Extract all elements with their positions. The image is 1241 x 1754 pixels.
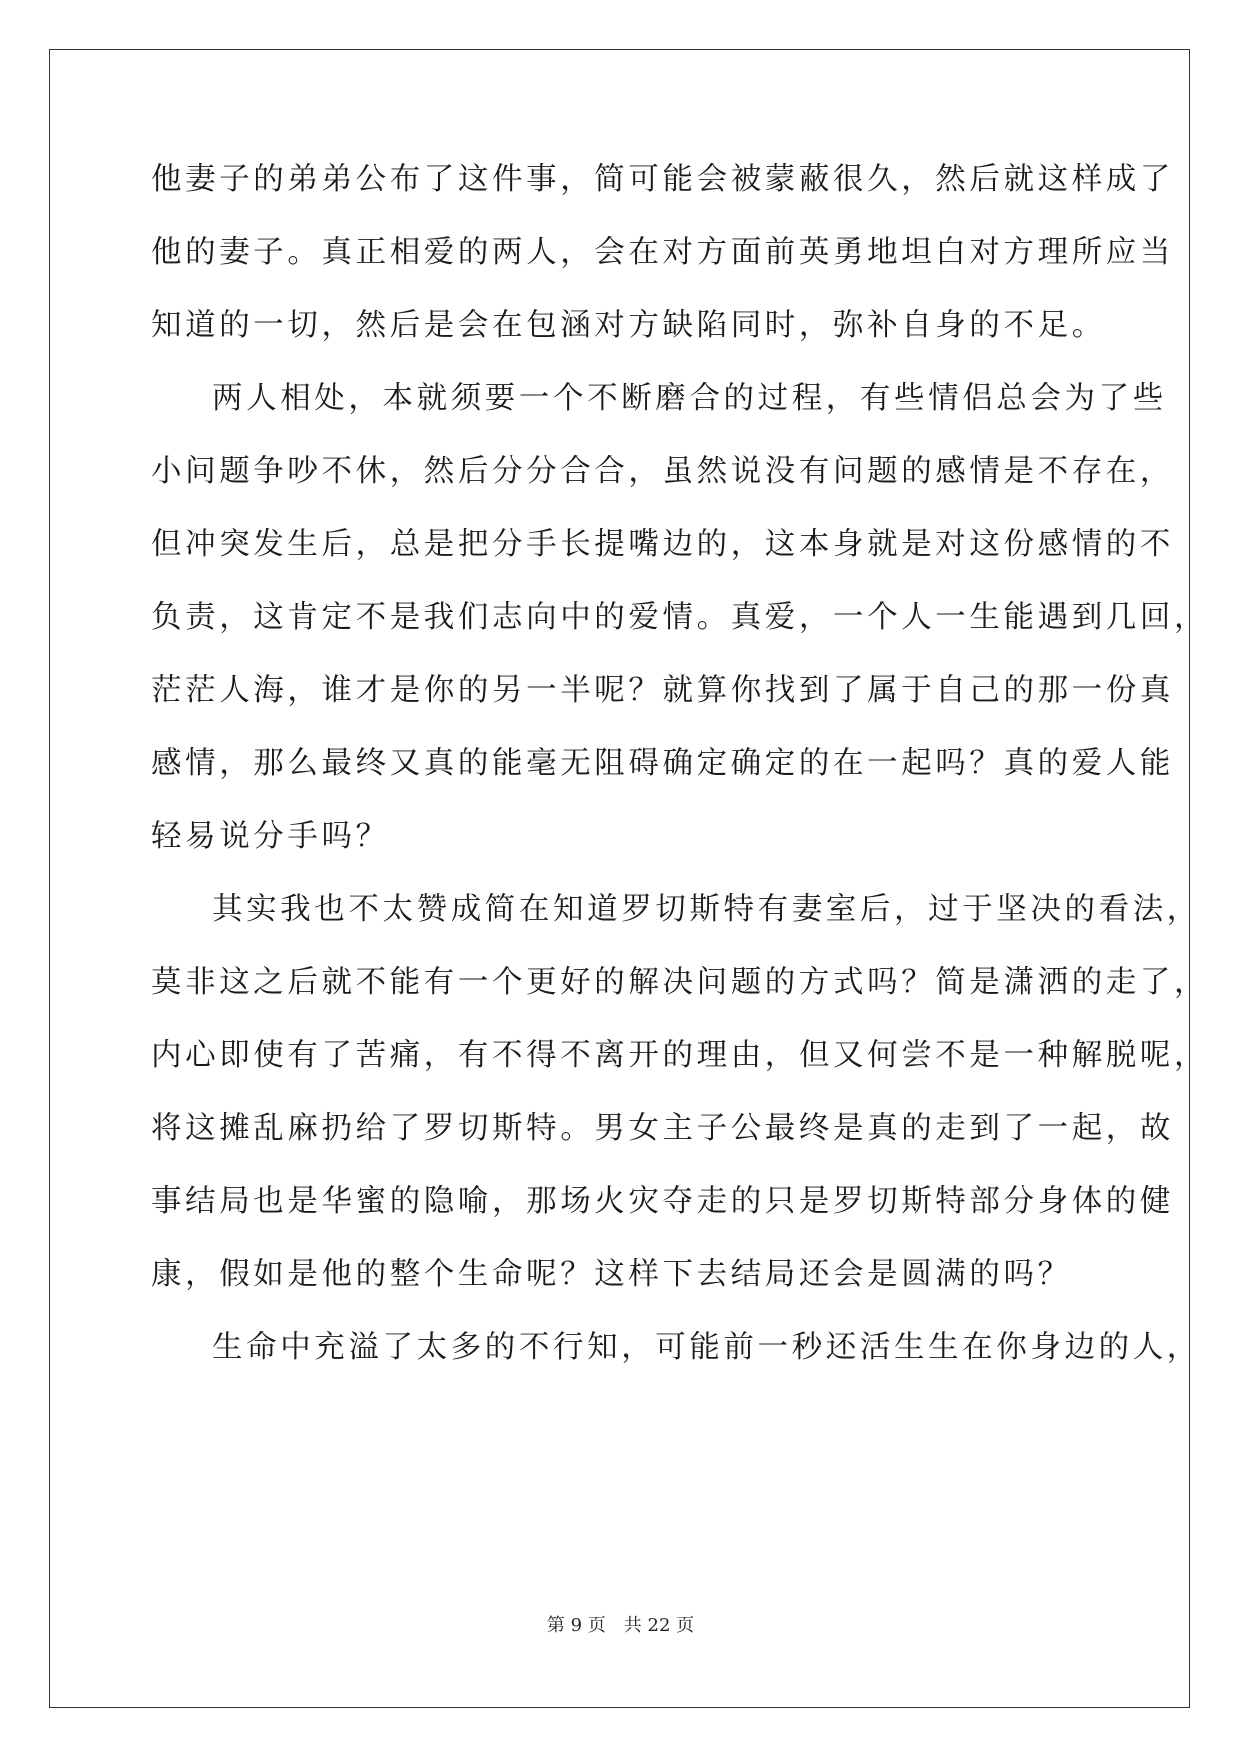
page-number-footer: 第 9 页 共 22 页 <box>546 1615 695 1636</box>
text-line: 莫非这之后就不能有一个更好的解决问题的方式吗？简是潇洒的走了， <box>151 965 1209 1000</box>
text-line: 知道的一切，然后是会在包涵对方缺陷同时，弥补自身的不足。 <box>151 308 1106 343</box>
text-line: 他妻子的弟弟公布了这件事，简可能会被蒙蔽很久，然后就这样成了 <box>151 162 1174 197</box>
text-line: 将这摊乱麻扔给了罗切斯特。男女主子公最终是真的走到了一起，故 <box>151 1111 1174 1146</box>
text-line: 感情，那么最终又真的能毫无阻碍确定确定的在一起吗？真的爱人能 <box>151 746 1174 781</box>
text-line: 茫茫人海，谁才是你的另一半呢？就算你找到了属于自己的那一份真 <box>151 673 1174 708</box>
paragraph-start-line: 两人相处，本就须要一个不断磨合的过程，有些情侣总会为了些 <box>212 381 1167 416</box>
text-line: 但冲突发生后，总是把分手长提嘴边的，这本身就是对这份感情的不 <box>151 527 1174 562</box>
text-line: 小问题争吵不休，然后分分合合，虽然说没有问题的感情是不存在， <box>151 454 1174 489</box>
text-line: 负责，这肯定不是我们志向中的爱情。真爱，一个人一生能遇到几回， <box>151 600 1209 635</box>
text-line: 轻易说分手吗？ <box>151 819 390 854</box>
paragraph-start-line: 生命中充溢了太多的不行知，可能前一秒还活生生在你身边的人， <box>212 1330 1201 1365</box>
page-border <box>49 49 1190 1708</box>
text-line: 康，假如是他的整个生命呢？这样下去结局还会是圆满的吗？ <box>151 1257 1072 1292</box>
text-line: 他的妻子。真正相爱的两人，会在对方面前英勇地坦白对方理所应当 <box>151 235 1174 270</box>
text-line: 事结局也是华蜜的隐喻，那场火灾夺走的只是罗切斯特部分身体的健 <box>151 1184 1174 1219</box>
paragraph-start-line: 其实我也不太赞成简在知道罗切斯特有妻室后，过于坚决的看法， <box>212 892 1201 927</box>
text-line: 内心即使有了苦痛，有不得不离开的理由，但又何尝不是一种解脱呢， <box>151 1038 1209 1073</box>
